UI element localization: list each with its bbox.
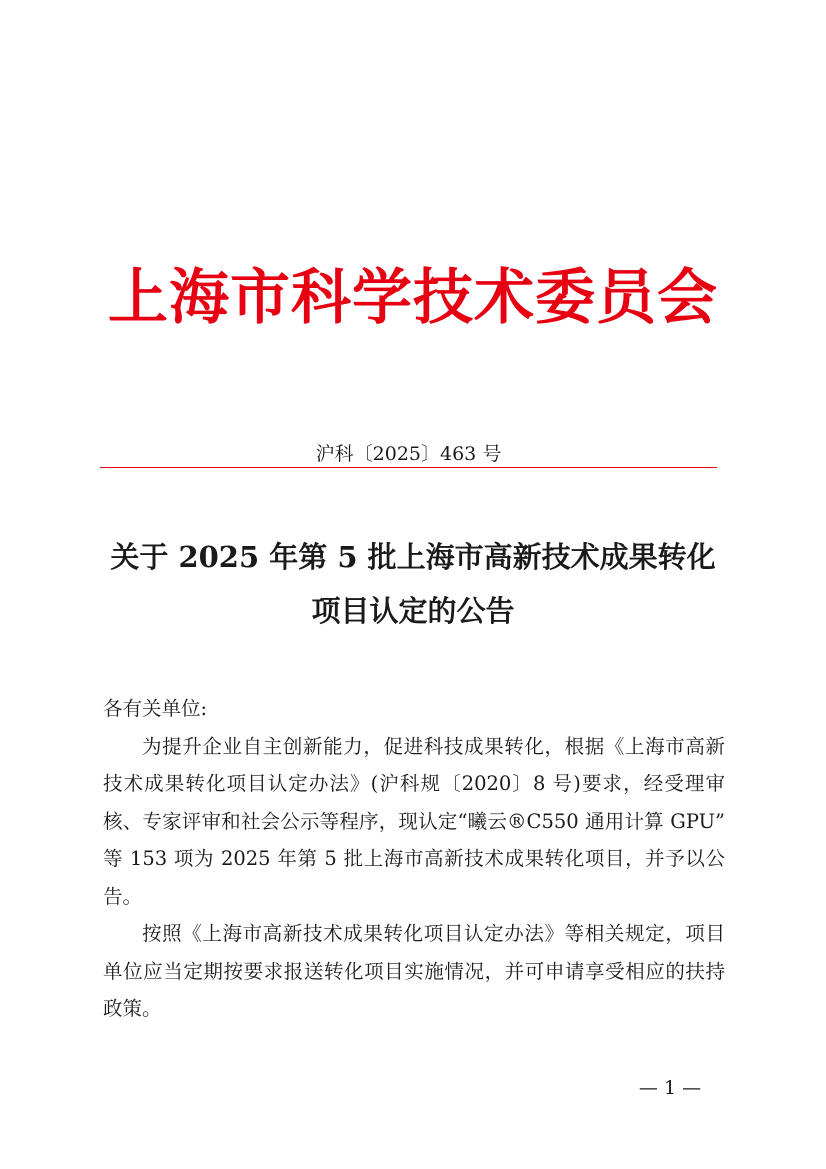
- org-header-title: 上海市科学技术委员会: [108, 263, 718, 333]
- document-title-line-1: 关于 2025 年第 5 批上海市高新技术成果转化: [110, 540, 716, 574]
- body-paragraph-1: 为提升企业自主创新能力，促进科技成果转化，根据《上海市高新技术成果转化项目认定办法》(沪科规〔2020〕8 号)要求，经受理审核、专家评审和社会公示等程序，现认定“曦云®C550 通用计算 GPU” 等 153 项为 2025 年第 5 批上海市高新技术成果转化项目，并予以公告。: [103, 734, 725, 908]
- document-title-line-2: 项目认定的公告: [311, 594, 515, 628]
- document-body: [103, 690, 725, 1028]
- body-paragraph-2: 按照《上海市高新技术成果转化项目认定办法》等相关规定，项目单位应当定期按要求报送转化项目实施情况，并可申请享受相应的扶持政策。: [103, 922, 725, 1020]
- red-divider-line: [100, 467, 717, 468]
- document-title: [80, 530, 746, 638]
- document-number: 沪科〔2025〕463 号: [315, 443, 502, 465]
- page-number: — 1 —: [638, 1077, 702, 1099]
- salutation: 各有关单位:: [103, 697, 208, 720]
